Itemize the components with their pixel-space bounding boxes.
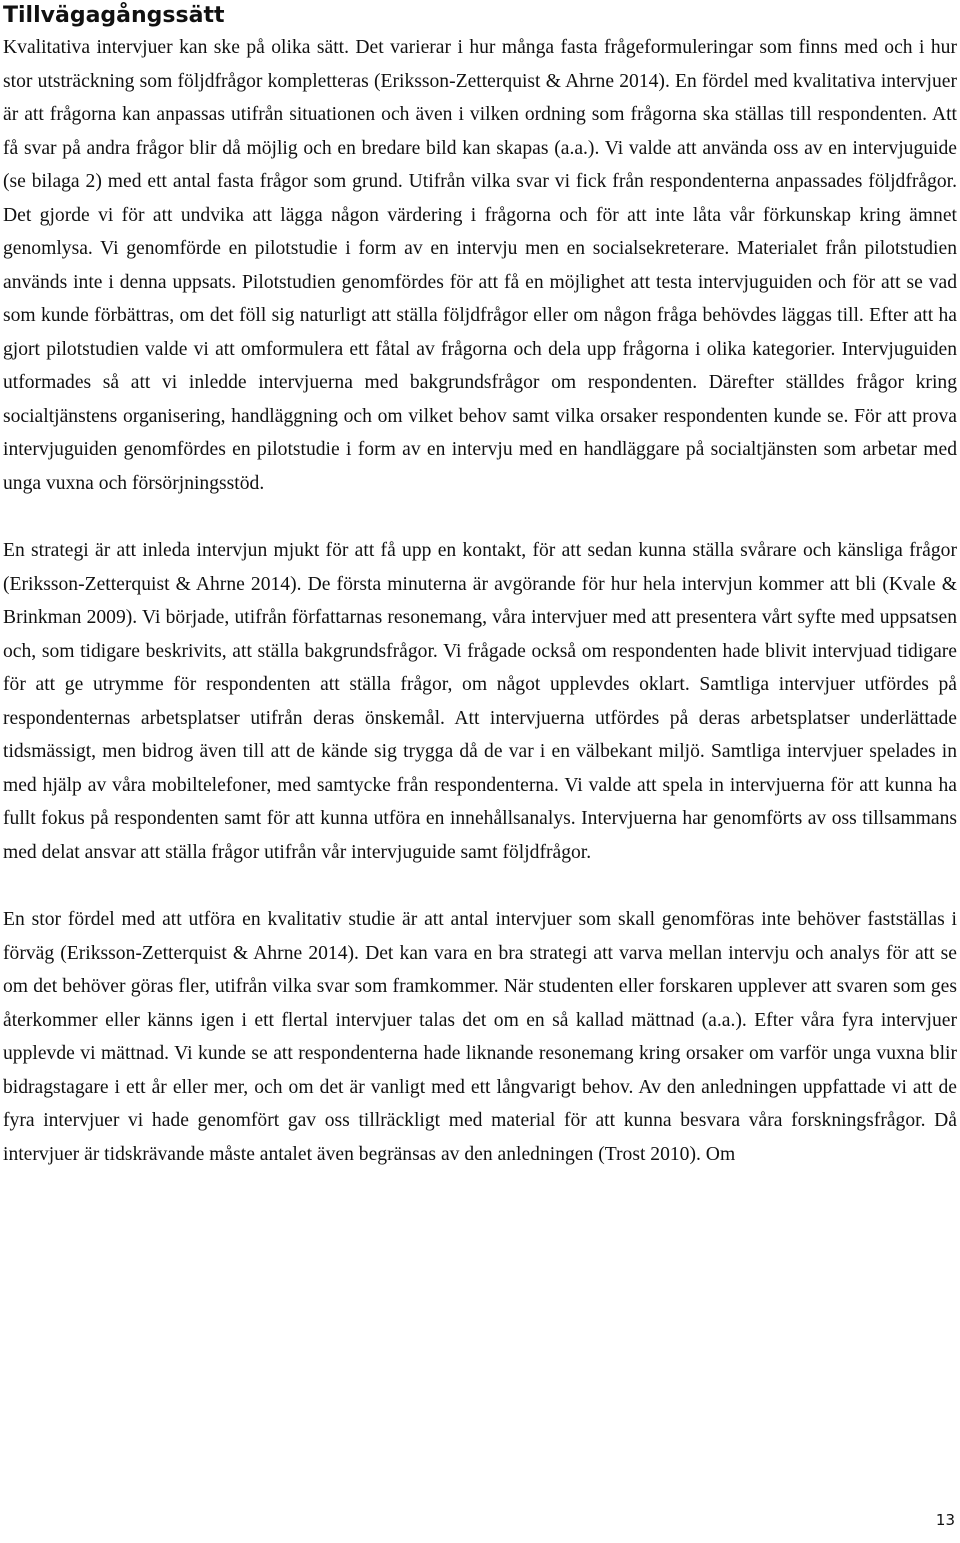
section-heading: Tillvägagångssätt bbox=[3, 3, 225, 28]
paragraph-2: En strategi är att inleda intervjun mjukt för att få upp en kontakt, för att sedan kunna ställa svårare och känsliga frågor (Eriksson-Zetterquist & Ahrne 2014). De första minuterna är avgörande för hur hela intervjun kommer att bli (Kvale & Brinkman 2009). Vi började, utifrån författarnas resonemang, våra intervjuer med att presentera vårt syfte med uppsatsen och, som tidigare beskrivits, att ställa bakgrundsfrågor. Vi frågade också om respondenten hade blivit intervjuad tidigare för att ge utrymme för respondenten att ställa frågor, om något upplevdes oklart. Samtliga intervjuer utfördes på respondenternas arbetsplatser utifrån deras önskemål. Att intervjuerna utfördes på deras arbetsplatser underlättade tidsmässigt, men bidrog även till att de kände sig trygga då de var i en välbekant miljö. Samtliga intervjuer spelades in med hjälp av våra mobiltelefoner, med samtycke från respondenterna. Vi valde att spela in intervjuerna för att kunna ha fullt fokus på respondenten samt för att kunna utföra en innehållsanalys. Intervjuerna har genomförts av oss tillsammans med delat ansvar att ställa frågor utifrån vår intervjuguide samt följdfrågor. bbox=[3, 540, 957, 863]
paragraph-1: Kvalitativa intervjuer kan ske på olika sätt. Det varierar i hur många fasta frågeformuleringar som finns med och i hur stor utsträckning som följdfrågor kompletteras (Eriksson-Zetterquist & Ahrne 2014). En fördel med kvalitativa intervjuer är att frågorna kan anpassas utifrån situationen och även i vilken ordning som frågorna ska ställas till respondenten. Att få svar på andra frågor blir då möjlig och en bredare bild kan skapas (a.a.). Vi valde att använda oss av en intervjuguide (se bilaga 2) med ett antal fasta frågor som grund. Utifrån vilka svar vi fick från respondenterna anpassades följdfrågor. Det gjorde vi för att undvika att lägga någon värdering i frågorna och för att inte låta vår förkunskap kring ämnet genomlysa. Vi genomförde en pilotstudie i form av en intervju men en socialsekreterare. Materialet från pilotstudien används inte i denna uppsats. Pilotstudien genomfördes för att få en möjlighet att testa intervjuguiden och för att se vad som kunde förbättras, om det föll sig naturligt att ställa följdfrågor eller om någon fråga behövdes läggas till. Efter att ha gjort pilotstudien valde vi att omformulera ett fåtal av frågorna och dela upp frågorna i olika kategorier. Intervjuguiden utformades så att vi inledde intervjuerna med bakgrundsfrågor om respondenten. Därefter ställdes frågor kring socialtjänstens organisering, handläggning och om vilket behov samt vilka orsaker respondenten kunde se. För att prova intervjuguiden genomfördes en pilotstudie i form av en intervju med en handläggare på socialtjänsten som arbetar med unga vuxna och försörjningsstöd. bbox=[3, 37, 957, 494]
page-number: 13 bbox=[935, 1511, 955, 1529]
paragraph-3: En stor fördel med att utföra en kvalitativ studie är att antal intervjuer som skall genomföras inte behöver fastställas i förväg (Eriksson-Zetterquist & Ahrne 2014). Det kan vara en bra strategi att varva mellan intervju och analys för att se om det behöver göras fler, utifrån vilka svar som framkommer. När studenten eller forskaren upplever att svaren som ges återkommer eller känns igen i ett flertal intervjuer talas det om en så kallad mättnad (a.a.). Efter våra fyra intervjuer upplevde vi mättnad. Vi kunde se att respondenterna hade liknande resonemang kring orsaker om varför unga vuxna blir bidragstagare i ett år eller mer, och om det är vanligt med ett långvarigt behov. Av den anledningen uppfattade vi att de fyra intervjuer vi hade genomfört gav oss tillräckligt med material för att kunna besvara våra forskningsfrågor. Då intervjuer är tidskrävande måste antalet även begränsas av den anledningen (Trost 2010). Om bbox=[3, 909, 957, 1165]
